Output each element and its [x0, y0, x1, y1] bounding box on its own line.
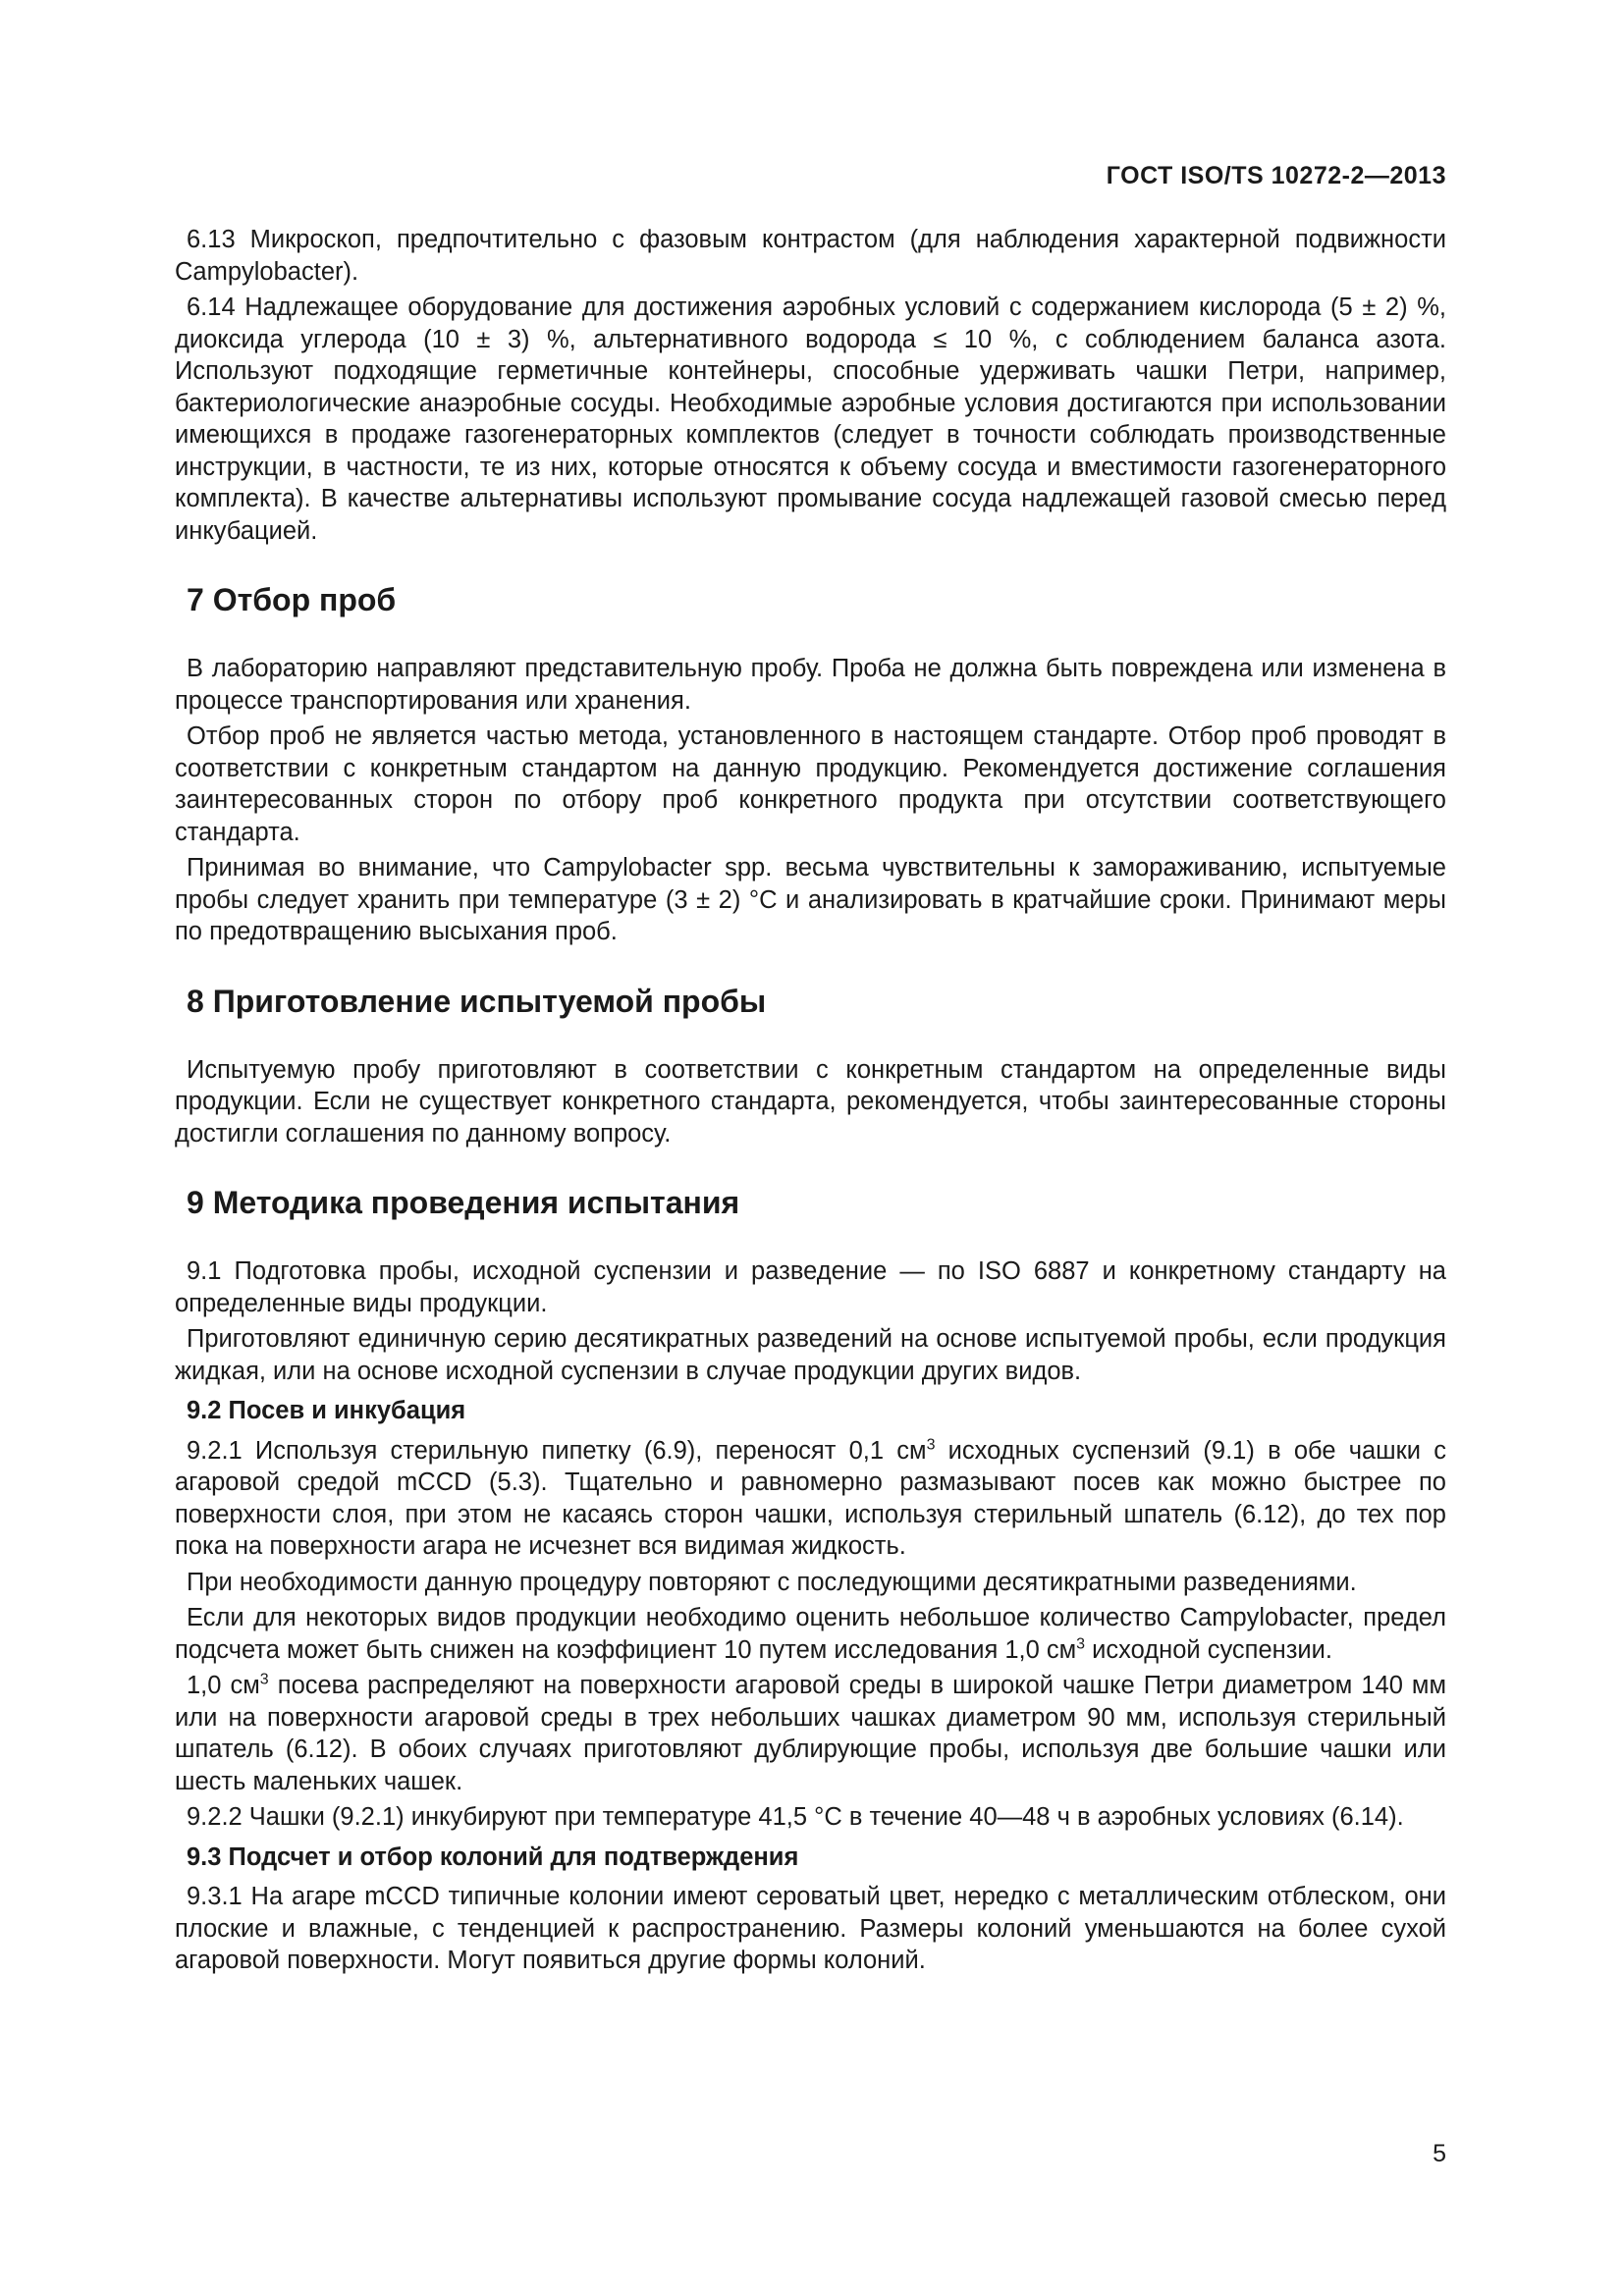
paragraph-9-2-1-b: При необходимости данную процедуру повторяют с последующими десятикратными разведениями. [187, 1568, 1357, 1596]
paragraph-9-1-b: Приготовляют единичную серию десятикратных разведений на основе испытуемой пробы, если продукция жидкая, или на основе исходной суспензии в случае продукции других видов. [175, 1325, 1446, 1385]
superscript: 3 [1076, 1635, 1086, 1652]
paragraph-8-1: Испытуемую пробу приготовляют в соответствии с конкретным стандартом на определенные виды продукции. Если не существует конкретного стандарта, рекомендуется, чтобы заинтересованные стороны достигли соглашения по данному вопросу. [175, 1055, 1446, 1148]
section-heading-9: 9 Методика проведения испытания [187, 1185, 740, 1220]
paragraph-6-14: 6.14 Надлежащее оборудование для достижения аэробных условий с содержанием кислорода (5 ± 2) %, диоксида углерода (10 ± 3) %, альтернативного водорода ≤ 10 %, с соблюдением баланса азота. Используют подходящие герметичные контейнеры, способные удерживать чашки Петри, например, бактериологические анаэробные сосуды. Необходимые аэробные условия достигаются при использовании имеющихся в продаже газогенераторных комплектов (следует в точности соблюдать производственные инструкции, в частности, те из них, которые относятся к объему сосуда и вместимости газогенераторного комплекта). В качестве альтернативы используют промывание сосуда надлежащей газовой смесью перед инкубацией. [175, 294, 1446, 545]
text-segment: 1,0 см [187, 1672, 260, 1699]
text-segment: посева распределяют на поверхности агаровой среды в широкой чашке Петри диаметром 140 мм или на поверхности агаровой среды в трех небольших чашках диаметром 90 мм, используя стерильный шпатель (6.12). В обоих случаях приготовляют дублирующие пробы, используя две большие чашки или шесть маленьких чашек. [175, 1672, 1446, 1795]
superscript: 3 [926, 1436, 936, 1453]
subsection-heading-9-3: 9.3 Подсчет и отбор колоний для подтверждения [187, 1842, 799, 1871]
document-body [175, 224, 1446, 1981]
text-segment: Если для некоторых видов продукции необходимо оценить небольшое количество Campylobacter, предел подсчета может быть снижен на коэффициент 10 путем исследования 1,0 см [175, 1604, 1446, 1664]
paragraph-7-2: Отбор проб не является частью метода, установленного в настоящем стандарте. Отбор проб проводят в соответствии с конкретным стандартом на данную продукцию. Рекомендуется достижение соглашения заинтересованных сторон по отбору проб конкретного продукта при отсутствии соответствующего стандарта. [175, 722, 1446, 846]
paragraph-9-2-1 [175, 1435, 1446, 1563]
paragraph-9-2-1-c [175, 1602, 1446, 1666]
document-code-header: ГОСТ ISO/TS 10272-2—2013 [1106, 162, 1446, 189]
paragraph-9-2-2: 9.2.2 Чашки (9.2.1) инкубируют при температуре 41,5 °С в течение 40—48 ч в аэробных условиях (6.14). [187, 1803, 1404, 1831]
section-heading-7: 7 Отбор проб [187, 582, 397, 617]
paragraph-9-3-1: 9.3.1 На агаре mCCD типичные колонии имеют сероватый цвет, нередко с металлическим отблеском, они плоские и влажные, с тенденцией к распространению. Размеры колоний уменьшаются на более сухой агаровой поверхности. Могут появиться другие формы колоний. [175, 1883, 1446, 1974]
section-heading-8: 8 Приготовление испытуемой пробы [187, 983, 767, 1019]
paragraph-6-13: 6.13 Микроскоп, предпочтительно с фазовым контрастом (для наблюдения характерной подвижности Campylobacter). [175, 226, 1446, 286]
text-segment: исходных суспензий (9.1) в обе чашки с агаровой средой mCCD (5.3). Тщательно и равномерно размазывают посев как можно быстрее по поверхности слоя, при этом не касаясь сторон чашки, используя стерильный шпатель (6.12), до тех пор пока на поверхности агара не исчезнет вся видимая жидкость. [175, 1436, 1446, 1560]
paragraph-9-1: 9.1 Подготовка пробы, исходной суспензии и разведение — по ISO 6887 и конкретному стандарту на определенные виды продукции. [175, 1257, 1446, 1317]
paragraph-9-2-1-d [175, 1670, 1446, 1797]
text-segment: 9.2.1 Используя стерильную пипетку (6.9), переносят 0,1 см [187, 1436, 927, 1465]
paragraph-7-1: В лабораторию направляют представительную пробу. Проба не должна быть повреждена или изменена в процессе транспортирования или хранения. [175, 655, 1446, 715]
paragraph-7-3: Принимая во внимание, что Campylobacter spp. весьма чувствительны к замораживанию, испытуемые пробы следует хранить при температуре (3 ± 2) °С и анализировать в кратчайшие сроки. Принимают меры по предотвращению высыхания проб. [175, 854, 1446, 945]
text-segment: исходной суспензии. [1085, 1635, 1332, 1664]
page-number: 5 [1433, 2140, 1446, 2167]
superscript: 3 [259, 1671, 269, 1688]
subsection-heading-9-2: 9.2 Посев и инкубация [187, 1397, 466, 1424]
